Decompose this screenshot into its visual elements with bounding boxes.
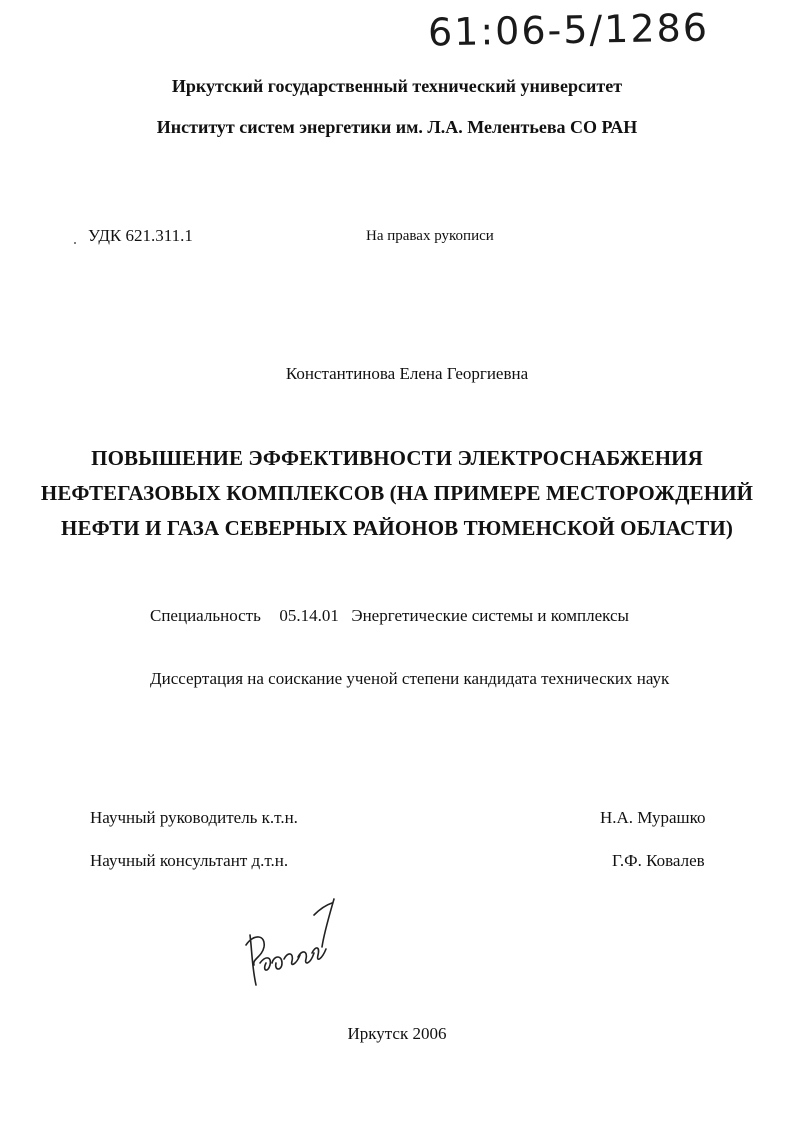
title-line-3: НЕФТИ И ГАЗА СЕВЕРНЫХ РАЙОНОВ ТЮМЕНСКОЙ ОБЛАСТИ) xyxy=(61,516,733,540)
title-line-1: ПОВЫШЕНИЕ ЭФФЕКТИВНОСТИ ЭЛЕКТРОСНАБЖЕНИЯ xyxy=(91,446,703,470)
archive-number-stamp: 61:06-5/1286 xyxy=(427,5,710,55)
udc-label: УДК 621.311.1 xyxy=(88,226,193,245)
degree-statement: Диссертация на соискание ученой степени кандидата технических наук xyxy=(150,669,670,688)
author-signature xyxy=(238,893,338,993)
supervisor-name: Н.А. Мурашко xyxy=(600,808,706,827)
specialty-label: Специальность xyxy=(150,606,261,625)
title-line-2: НЕФТЕГАЗОВЫХ КОМПЛЕКСОВ (НА ПРИМЕРЕ МЕСТОРОЖДЕНИЙ xyxy=(40,481,754,505)
institute-name: Институт систем энергетики им. Л.А. Мелентьева СО РАН xyxy=(156,117,638,137)
specialty-name: Энергетические системы и комплексы xyxy=(351,606,629,625)
specialty-code: 05.14.01 xyxy=(279,606,339,625)
consultant-name: Г.Ф. Ковалев xyxy=(612,851,705,870)
specialty-line xyxy=(150,606,629,626)
supervisor-role: Научный руководитель к.т.н. xyxy=(90,808,298,827)
speck-mark xyxy=(74,242,76,244)
manuscript-rights: На правах рукописи xyxy=(366,228,494,244)
consultant-role: Научный консультант д.т.н. xyxy=(90,851,289,870)
city-year: Иркутск 2006 xyxy=(347,1024,447,1043)
author-name: Константинова Елена Георгиевна xyxy=(285,364,529,383)
university-name: Иркутский государственный технический университет xyxy=(171,76,623,96)
